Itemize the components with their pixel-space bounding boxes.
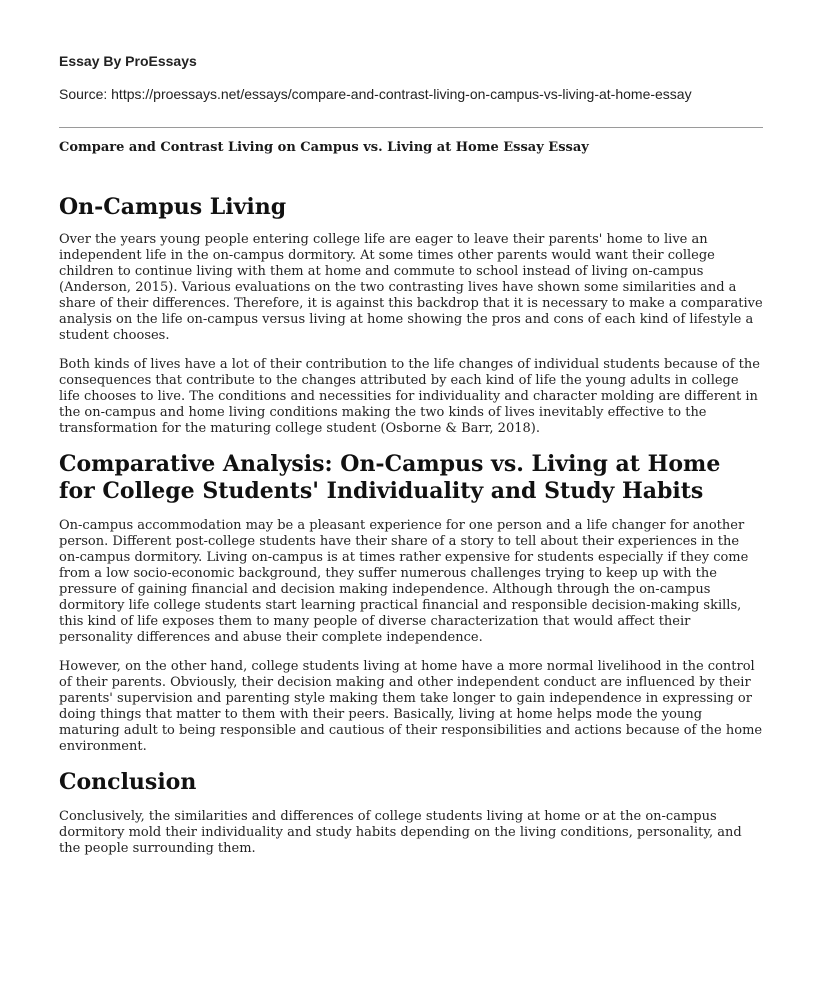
header-divider: [59, 127, 763, 128]
section-heading-comparative-analysis: Comparative Analysis: On-Campus vs. Living at Home for College Students' Individuality and Study Habits: [59, 451, 721, 504]
paragraph: Conclusively, the similarities and differences of college students living at home or at the on-campus dormitory mold their individuality and study habits depending on the living conditions, personality, and the people surrounding them.: [59, 809, 742, 856]
section-heading-on-campus: On-Campus Living: [59, 194, 287, 220]
essay-body: [59, 194, 763, 857]
document-title: Compare and Contrast Living on Campus vs. Living at Home Essay Essay: [59, 140, 589, 155]
site-title: Essay By ProEssays: [59, 53, 197, 69]
paragraph: Both kinds of lives have a lot of their contribution to the life changes of individual students because of the consequences that contribute to the changes attributed by each kind of life the young adults in college life chooses to live. The conditions and necessities for individuality and character molding are different in the on-campus and home living conditions making the two kinds of lives inevitably effective to the transformation for the maturing college student (Osborne & Barr, 2018).: [59, 357, 760, 436]
section-heading-conclusion: Conclusion: [59, 769, 197, 795]
paragraph: Over the years young people entering college life are eager to leave their parents' home to live an independent life in the on-campus dormitory. At some times other parents would want their college children to continue living with them at home and commute to school instead of living on-campus (Anderson, 2015). Various evaluations on the two contrasting lives have shown some similarities and a share of their differences. Therefore, it is against this backdrop that it is necessary to make a comparative analysis on the life on-campus versus living at home showing the pros and cons of each kind of lifestyle a student chooses.: [59, 232, 763, 343]
source-line: Source: https://proessays.net/essays/compare-and-contrast-living-on-campus-vs-living-at-home-essay: [59, 86, 692, 102]
paragraph: On-campus accommodation may be a pleasant experience for one person and a life changer for another person. Different post-college students have their share of a story to tell about their experiences in the on-campus dormitory. Living on-campus is at times rather expensive for students especially if they come from a low socio-economic background, they suffer numerous challenges trying to keep up with the pressure of gaining financial and decision making independence. Although through the on-campus dormitory life college students start learning practical financial and responsible decision-making skills, this kind of life exposes them to many people of diverse characterization that would affect their personality differences and abuse their complete independence.: [59, 518, 749, 645]
paragraph: However, on the other hand, college students living at home have a more normal livelihood in the control of their parents. Obviously, their decision making and other independent conduct are influenced by their parents' supervision and parenting style making them take longer to gain independence in expressing or doing things that matter to them with their peers. Basically, living at home helps mode the young maturing adult to being responsible and cautious of their responsibilities and actions because of the home environment.: [59, 659, 763, 754]
